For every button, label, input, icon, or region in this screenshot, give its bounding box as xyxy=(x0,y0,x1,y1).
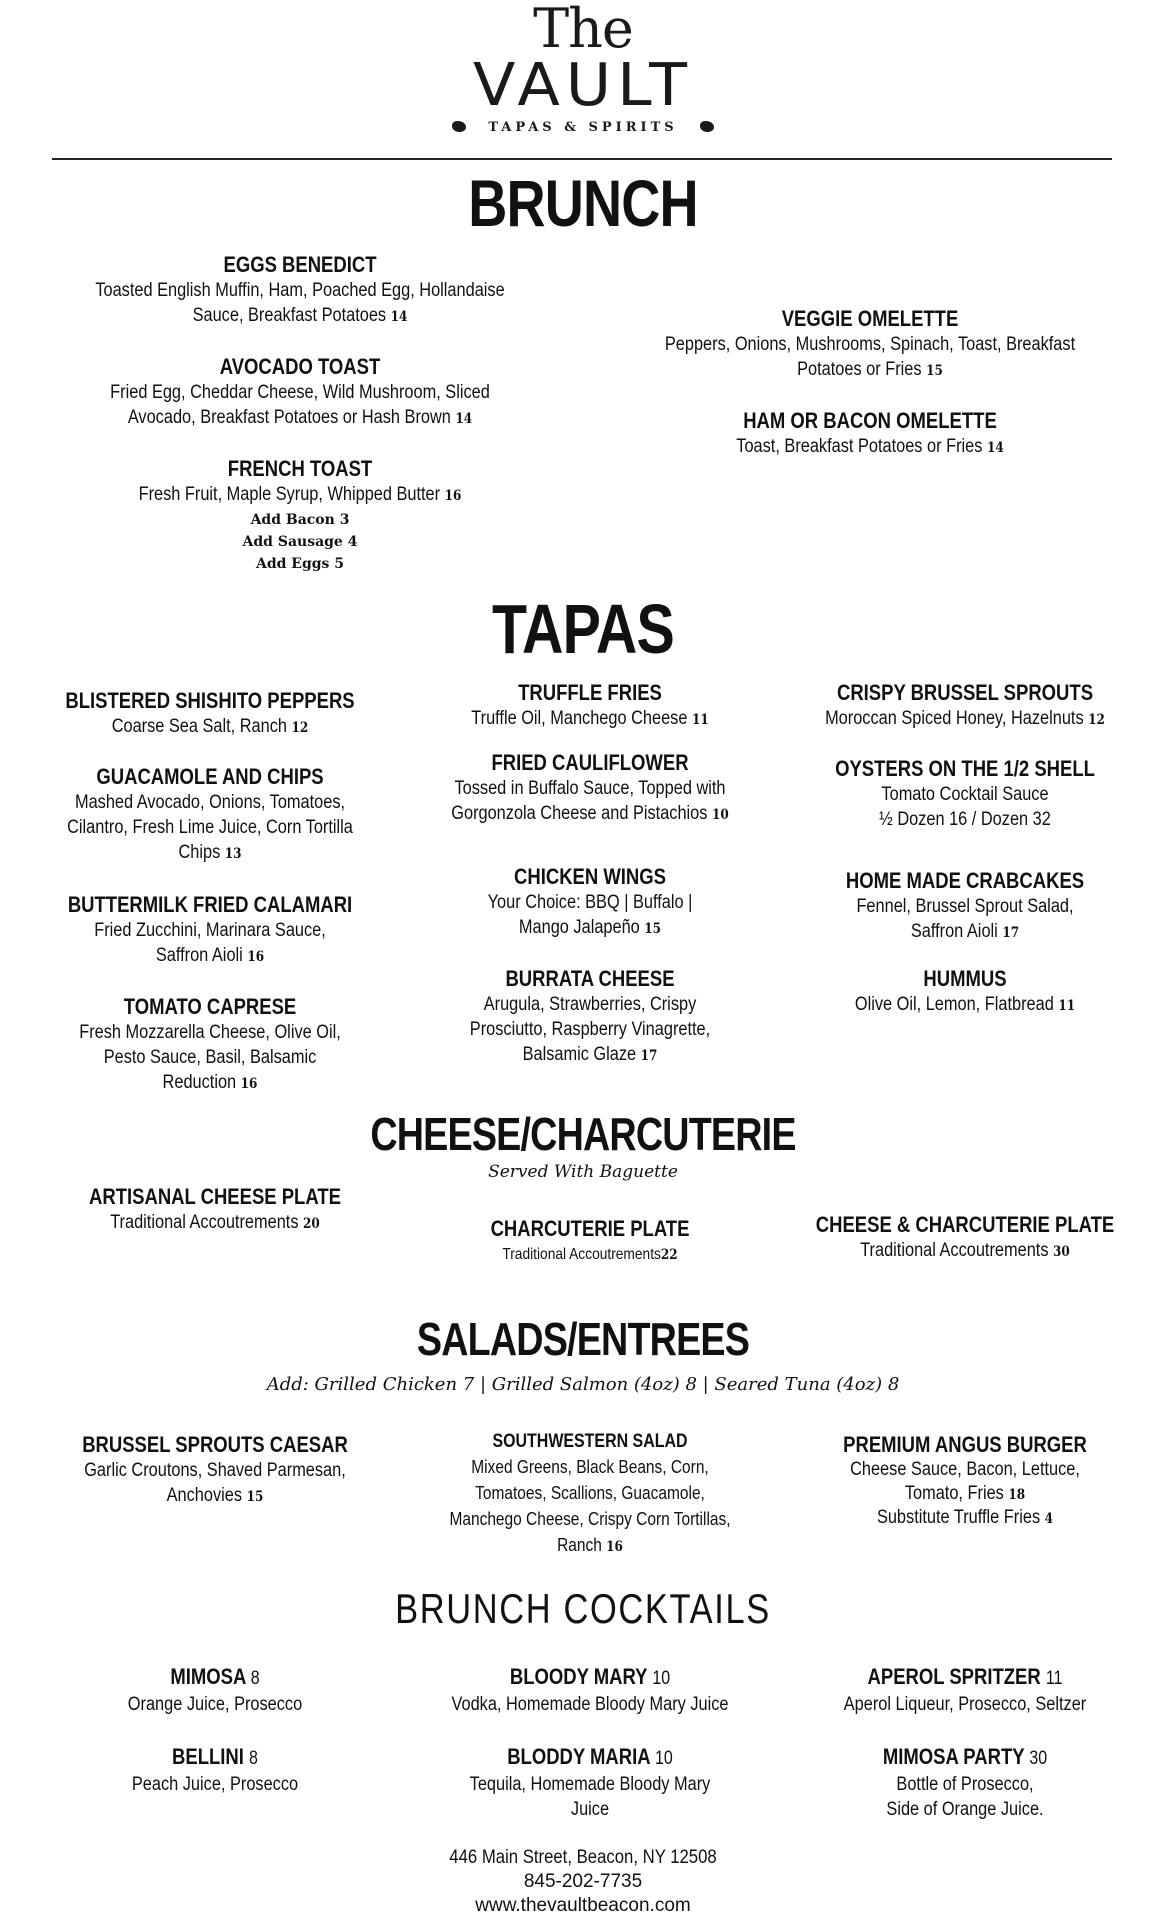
item-desc: Gorgonzola Cheese and Pistachios xyxy=(451,803,708,824)
item-desc: Prosciutto, Raspberry Vinagrette, xyxy=(469,1019,711,1040)
item-name: BLISTERED SHISHITO PEPPERS xyxy=(65,688,355,713)
item-desc: Sauce, Breakfast Potatoes xyxy=(192,305,387,326)
item-price: 18 xyxy=(1008,1487,1026,1503)
addon: Add Bacon 3 xyxy=(250,512,350,528)
section-title-tapas: TAPAS xyxy=(492,590,674,668)
item-name: BLOODY MARY xyxy=(509,1664,648,1689)
item-desc: Peach Juice, Prosecco xyxy=(131,1774,299,1795)
addon: Add Eggs 5 xyxy=(255,556,345,572)
item-name: BLODDY MARIA xyxy=(507,1744,650,1769)
item-price: 4 xyxy=(1044,1511,1054,1527)
item-desc: Manchego Cheese, Crispy Corn Tortillas, xyxy=(449,1509,731,1529)
salads-addons: Add: Grilled Chicken 7 | Grilled Salmon (4oz) 8 | Seared Tuna (4oz) 8 xyxy=(266,1374,900,1395)
item-desc: Juice xyxy=(570,1799,610,1820)
item-desc: Cilantro, Fresh Lime Juice, Corn Tortilla xyxy=(67,817,353,838)
item-desc: Peppers, Onions, Mushrooms, Spinach, Toast, Breakfast xyxy=(664,334,1076,355)
item-name: BELLINI xyxy=(172,1744,244,1769)
item-desc: Saffron Aioli xyxy=(910,921,998,942)
item-name: VEGGIE OMELETTE xyxy=(781,306,959,331)
item-price: 11 xyxy=(691,712,709,728)
menu-item xyxy=(780,1432,1150,1530)
item-desc: Arugula, Strawberries, Crispy xyxy=(483,994,697,1015)
item-desc: Bottle of Prosecco, xyxy=(896,1774,1034,1795)
section-title-salads: SALADS/ENTREES xyxy=(416,1313,750,1365)
item-desc: Toasted English Muffin, Ham, Poached Egg, Hollandaise xyxy=(95,280,505,301)
item-desc: Aperol Liqueur, Prosecco, Seltzer xyxy=(843,1694,1087,1715)
item-name: OYSTERS ON THE 1/2 SHELL xyxy=(835,756,1095,781)
item-price: 11 xyxy=(1058,998,1076,1014)
item-price: 10 xyxy=(711,807,729,823)
section-title-cocktails: BRUNCH COCKTAILS xyxy=(395,1585,771,1632)
item-price: 8 xyxy=(249,1748,258,1769)
menu-item xyxy=(20,764,400,867)
menu-item xyxy=(600,306,1140,384)
item-desc: Mixed Greens, Black Beans, Corn, xyxy=(471,1457,709,1477)
blob-left-icon xyxy=(452,121,466,132)
item-price: 8 xyxy=(250,1668,260,1689)
item-desc: Ranch xyxy=(557,1535,602,1555)
addon: Add Sausage 4 xyxy=(242,534,358,550)
menu-item xyxy=(780,966,1150,1019)
item-name: CHEESE & CHARCUTERIE PLATE xyxy=(815,1212,1115,1237)
item-desc: Truffle Oil, Manchego Cheese xyxy=(471,708,688,729)
item-desc: Side of Orange Juice. xyxy=(886,1799,1044,1820)
item-desc: Fresh Fruit, Maple Syrup, Whipped Butter xyxy=(138,484,441,505)
item-price: 17 xyxy=(640,1048,658,1064)
menu-item xyxy=(400,966,780,1069)
menu-item xyxy=(400,1216,780,1268)
item-price: 12 xyxy=(1088,712,1105,728)
item-desc: Potatoes or Fries xyxy=(797,359,922,380)
item-desc: Anchovies xyxy=(166,1485,243,1506)
item-price: 22 xyxy=(660,1247,678,1263)
item-desc: ½ Dozen 16 / Dozen 32 xyxy=(879,809,1051,830)
item-desc: Tossed in Buffalo Sauce, Topped with xyxy=(454,778,726,799)
item-desc: Traditional Accoutrements xyxy=(502,1246,661,1263)
menu-item xyxy=(20,1184,410,1237)
menu-item xyxy=(400,1664,780,1717)
item-desc: Coarse Sea Salt, Ranch xyxy=(111,716,287,737)
item-name: MIMOSA PARTY xyxy=(882,1744,1025,1769)
item-price: 16 xyxy=(606,1539,623,1555)
item-price: 16 xyxy=(444,488,462,504)
item-price: 11 xyxy=(1045,1668,1063,1689)
item-name: SOUTHWESTERN SALAD xyxy=(492,1431,688,1452)
item-desc: Orange Juice, Prosecco xyxy=(127,1694,303,1715)
item-price: 14 xyxy=(455,411,473,427)
item-desc: Tequila, Homemade Bloody Mary xyxy=(469,1774,711,1795)
item-price: 15 xyxy=(246,1489,264,1505)
item-desc: Your Choice: BBQ | Buffalo | xyxy=(487,892,693,913)
item-name: HUMMUS xyxy=(923,966,1007,991)
item-name: BUTTERMILK FRIED CALAMARI xyxy=(67,892,353,917)
footer-address: 446 Main Street, Beacon, NY 12508 xyxy=(449,1847,717,1868)
item-desc: Saffron Aioli xyxy=(155,945,243,966)
item-name: MIMOSA xyxy=(170,1664,246,1689)
menu-item xyxy=(780,1212,1150,1265)
item-desc: Chips xyxy=(178,842,221,863)
item-name: EGGS BENEDICT xyxy=(223,252,377,277)
item-desc: Reduction xyxy=(162,1072,237,1093)
item-price: 30 xyxy=(1053,1244,1070,1260)
item-desc: Tomatoes, Scallions, Guacamole, xyxy=(475,1483,705,1503)
item-desc: Vodka, Homemade Bloody Mary Juice xyxy=(451,1694,729,1715)
menu-item xyxy=(20,688,400,741)
item-name: HAM OR BACON OMELETTE xyxy=(743,408,997,433)
header-rule xyxy=(52,158,1112,160)
item-name: FRENCH TOAST xyxy=(227,456,373,481)
menu-item xyxy=(780,1744,1150,1822)
logo-tagline: TAPAS & SPIRITS xyxy=(488,120,678,135)
menu-item xyxy=(400,1430,780,1560)
logo xyxy=(383,0,783,136)
item-price: 16 xyxy=(240,1076,258,1092)
item-name: APEROL SPRITZER xyxy=(867,1664,1041,1689)
menu-item xyxy=(600,408,1140,461)
item-price: 15 xyxy=(926,363,943,379)
item-desc: Garlic Croutons, Shaved Parmesan, xyxy=(84,1460,346,1481)
logo-vault: VAULT xyxy=(472,49,694,120)
menu-item xyxy=(400,864,780,942)
item-price: 20 xyxy=(303,1216,320,1232)
item-desc: Tomato Cocktail Sauce xyxy=(881,784,1049,805)
menu-item xyxy=(400,750,780,828)
item-price: 17 xyxy=(1002,925,1020,941)
item-name: FRIED CAULIFLOWER xyxy=(491,750,689,775)
item-name: CRISPY BRUSSEL SPROUTS xyxy=(836,680,1094,705)
footer-website[interactable]: www.thevaultbeacon.com xyxy=(475,1895,691,1916)
section-title-brunch: BRUNCH xyxy=(468,166,698,240)
menu-item xyxy=(20,1744,410,1797)
item-desc: Toast, Breakfast Potatoes or Fries xyxy=(736,436,983,457)
item-price: 16 xyxy=(247,949,265,965)
item-name: AVOCADO TOAST xyxy=(219,354,381,379)
item-name: HOME MADE CRABCAKES xyxy=(845,868,1085,893)
item-desc: Traditional Accoutrements xyxy=(110,1212,299,1233)
menu-item xyxy=(20,1664,410,1717)
item-price: 14 xyxy=(390,309,408,325)
item-name: CHICKEN WINGS xyxy=(514,864,666,889)
item-name: CHARCUTERIE PLATE xyxy=(490,1216,690,1241)
item-desc: Fried Zucchini, Marinara Sauce, xyxy=(94,920,326,941)
item-name: ARTISANAL CHEESE PLATE xyxy=(89,1184,341,1209)
item-desc: Cheese Sauce, Bacon, Lettuce, xyxy=(850,1459,1080,1480)
section-subtitle: Served With Baguette xyxy=(488,1162,678,1182)
menu-item xyxy=(400,680,780,733)
menu-item xyxy=(20,252,580,330)
item-desc: Mashed Avocado, Onions, Tomatoes, xyxy=(74,792,346,813)
item-name: TOMATO CAPRESE xyxy=(123,994,297,1019)
menu-item xyxy=(400,1744,780,1822)
item-desc: Tomato, Fries xyxy=(904,1483,1004,1504)
menu-item xyxy=(780,868,1150,946)
item-desc: Moroccan Spiced Honey, Hazelnuts xyxy=(825,708,1084,729)
item-name: PREMIUM ANGUS BURGER xyxy=(843,1432,1087,1457)
item-desc: Fennel, Brussel Sprout Salad, xyxy=(856,896,1074,917)
item-price: 15 xyxy=(644,921,662,937)
menu-item xyxy=(780,680,1150,733)
menu-item xyxy=(20,354,580,432)
item-price: 10 xyxy=(652,1668,671,1689)
item-desc: Balsamic Glaze xyxy=(522,1044,637,1065)
item-desc: Fried Egg, Cheddar Cheese, Wild Mushroom, Sliced xyxy=(110,382,490,403)
item-desc: Mango Jalapeño xyxy=(518,917,640,938)
logo-tagline-row xyxy=(383,118,783,136)
item-desc: Traditional Accoutrements xyxy=(860,1240,1049,1261)
menu-item xyxy=(20,1432,410,1510)
menu-item xyxy=(20,994,400,1097)
item-price: 30 xyxy=(1029,1748,1048,1769)
menu-item xyxy=(780,756,1150,832)
item-price: 10 xyxy=(655,1748,673,1769)
item-price: 13 xyxy=(224,846,242,862)
logo-the: The xyxy=(533,0,633,60)
item-price: 12 xyxy=(291,720,309,736)
footer xyxy=(383,1846,783,1918)
section-title-cheese: CHEESE/CHARCUTERIE xyxy=(370,1108,796,1160)
menu-item xyxy=(780,1664,1150,1717)
item-name: BURRATA CHEESE xyxy=(505,966,675,991)
item-desc: Pesto Sauce, Basil, Balsamic xyxy=(103,1047,317,1068)
item-desc: Olive Oil, Lemon, Flatbread xyxy=(854,994,1054,1015)
item-name: BRUSSEL SPROUTS CAESAR xyxy=(82,1432,348,1457)
footer-phone: 845-202-7735 xyxy=(523,1871,643,1892)
blob-right-icon xyxy=(700,121,714,132)
item-name: GUACAMOLE AND CHIPS xyxy=(96,764,324,789)
menu-item xyxy=(20,892,400,970)
item-price: 14 xyxy=(986,440,1004,456)
item-desc: Fresh Mozzarella Cheese, Olive Oil, xyxy=(79,1022,341,1043)
item-name: TRUFFLE FRIES xyxy=(518,680,662,705)
item-extra: Substitute Truffle Fries xyxy=(876,1507,1041,1528)
menu-item xyxy=(20,456,580,575)
item-desc: Avocado, Breakfast Potatoes or Hash Brown xyxy=(127,407,451,428)
